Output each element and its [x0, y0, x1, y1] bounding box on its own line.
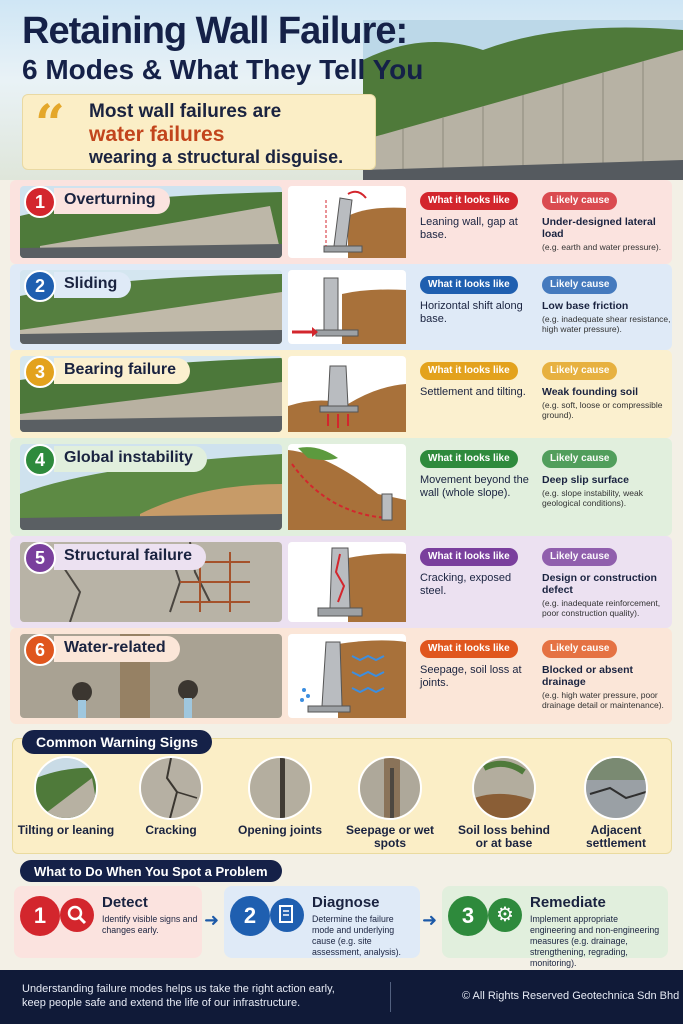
mode-name: Water-related [54, 636, 180, 662]
mode-name: Global instability [54, 446, 207, 472]
cause-note: (e.g. inadequate reinforcement, poor construction quality). [542, 598, 661, 618]
sign-cracking [121, 756, 221, 837]
mode-structural-failure [10, 536, 672, 628]
look-pill: What it looks like [420, 276, 518, 294]
cause-pill: Likely cause [542, 640, 617, 658]
cause-text: Weak founding soil [542, 386, 639, 398]
look-pill: What it looks like [420, 450, 518, 468]
sign-tilting [16, 756, 116, 837]
water-related-diagram [288, 634, 406, 718]
footer [0, 970, 683, 1024]
mode-number: 6 [24, 634, 56, 666]
look-pill: What it looks like [420, 548, 518, 566]
page-subtitle: 6 Modes & What They Tell You [22, 54, 424, 85]
warning-signs-title: Common Warning Signs [22, 730, 212, 754]
sign-label: Tilting or leaning [17, 823, 115, 837]
cause-pill: Likely cause [542, 548, 617, 566]
page-title: Retaining Wall Failure: [22, 10, 408, 52]
look-pill: What it looks like [420, 362, 518, 380]
soil-loss-photo [472, 756, 536, 820]
tilting-photo [34, 756, 98, 820]
cause-note: (e.g. inadequate shear resistance, high water pressure). [542, 314, 671, 334]
cause-pill: Likely cause [542, 192, 617, 210]
mode-number: 1 [24, 186, 56, 218]
bearing-diagram [288, 356, 406, 432]
step-desc: Identify visible signs and changes early. [102, 914, 198, 935]
quote-line-3: wearing a structural disguise. [89, 147, 344, 167]
step-desc: Implement appropriate engineering and non-engineering measures (e.g. drainage, strengthening, regrading, monitoring). [530, 914, 660, 968]
mode-name: Structural failure [54, 544, 206, 570]
cause-pill: Likely cause [542, 276, 617, 294]
sign-seepage [340, 756, 440, 850]
sign-label: Opening joints [238, 823, 322, 837]
cause-text: Deep slip surface [542, 474, 629, 486]
sign-adjacent-settlement [566, 756, 666, 850]
arrow-right-icon: ➜ [422, 910, 438, 930]
mode-bearing-failure [10, 350, 672, 438]
report-icon [270, 898, 304, 932]
quote-line-1: Most wall failures are [89, 101, 282, 122]
cause-note: (e.g. soft, loose or compressible ground). [542, 400, 663, 420]
look-pill: What it looks like [420, 640, 518, 658]
mode-global-instability [10, 438, 672, 536]
mode-info [410, 186, 666, 258]
look-pill: What it looks like [420, 192, 518, 210]
mode-info [410, 270, 671, 344]
cause-text: Low base friction [542, 300, 629, 312]
look-text: Movement beyond the wall (whole slope). [420, 474, 529, 499]
mode-number: 2 [24, 270, 56, 302]
step-diagnose [224, 886, 420, 958]
step-title: Diagnose [312, 894, 380, 911]
header-wall-photo [363, 20, 683, 180]
cause-note: (e.g. earth and water pressure). [542, 242, 662, 252]
footer-divider [390, 982, 391, 1012]
sign-label: Adjacent settlement [585, 823, 647, 850]
quote-icon: “ [35, 94, 65, 155]
footer-message: Understanding failure modes helps us take the right action early, keep people safe and extend the life of our infrastructure. [22, 983, 335, 1009]
mode-name: Sliding [54, 272, 131, 298]
quote-box [22, 94, 376, 170]
cause-pill: Likely cause [542, 362, 617, 380]
step-number: 1 [20, 896, 60, 936]
magnifier-icon [60, 898, 94, 932]
step-number: 3 [448, 896, 488, 936]
header-banner [0, 0, 683, 180]
look-text: Cracking, exposed steel. [420, 572, 512, 597]
step-title: Detect [102, 894, 148, 911]
sign-label: Cracking [145, 823, 197, 837]
seepage-photo [358, 756, 422, 820]
overturning-diagram [288, 186, 406, 258]
cause-note: (e.g. high water pressure, poor drainage detail or maintenance). [542, 690, 664, 710]
structural-failure-diagram [288, 542, 406, 622]
footer-copyright: © All Rights Reserved Geotechnica Sdn Bhd [462, 990, 680, 1002]
step-title: Remediate [530, 894, 606, 911]
mode-info [410, 542, 666, 622]
step-remediate [442, 886, 668, 968]
cause-pill: Likely cause [542, 450, 617, 468]
mode-number: 4 [24, 444, 56, 476]
sign-label: Soil loss behind or at base [457, 823, 550, 850]
gear-icon: ⚙ [488, 898, 522, 932]
step-detect [14, 886, 202, 958]
mode-water-related [10, 628, 672, 724]
sign-opening-joints [230, 756, 330, 837]
cause-text: Design or construction defect [542, 572, 657, 596]
look-text: Settlement and tilting. [420, 386, 526, 398]
opening-joints-photo [248, 756, 312, 820]
quote-line-2: water failures [89, 123, 225, 146]
mode-number: 3 [24, 356, 56, 388]
steps-title: What to Do When You Spot a Problem [20, 860, 282, 882]
cause-note: (e.g. slope instability, weak geological conditions). [542, 488, 643, 508]
cause-text: Blocked or absent drainage [542, 664, 634, 688]
cause-text: Under-designed lateral load [542, 216, 656, 240]
sign-label: Seepage or wet spots [345, 823, 435, 850]
adjacent-settlement-photo [584, 756, 648, 820]
look-text: Seepage, soil loss at joints. [420, 664, 522, 689]
sliding-diagram [288, 270, 406, 344]
look-text: Leaning wall, gap at base. [420, 216, 518, 241]
mode-info [410, 444, 666, 530]
mode-info [410, 356, 666, 432]
mode-name: Bearing failure [54, 358, 190, 384]
arrow-right-icon: ➜ [204, 910, 220, 930]
cracking-photo [139, 756, 203, 820]
mode-overturning [10, 180, 672, 264]
sign-soil-loss [454, 756, 554, 850]
mode-info [410, 634, 666, 718]
mode-name: Overturning [54, 188, 170, 214]
global-instability-diagram [288, 444, 406, 530]
mode-sliding [10, 264, 672, 350]
step-number: 2 [230, 896, 270, 936]
mode-number: 5 [24, 542, 56, 574]
step-desc: Determine the failure mode and underlying cause (e.g. site assessment, analysis). [312, 914, 401, 957]
look-text: Horizontal shift along base. [420, 300, 523, 325]
